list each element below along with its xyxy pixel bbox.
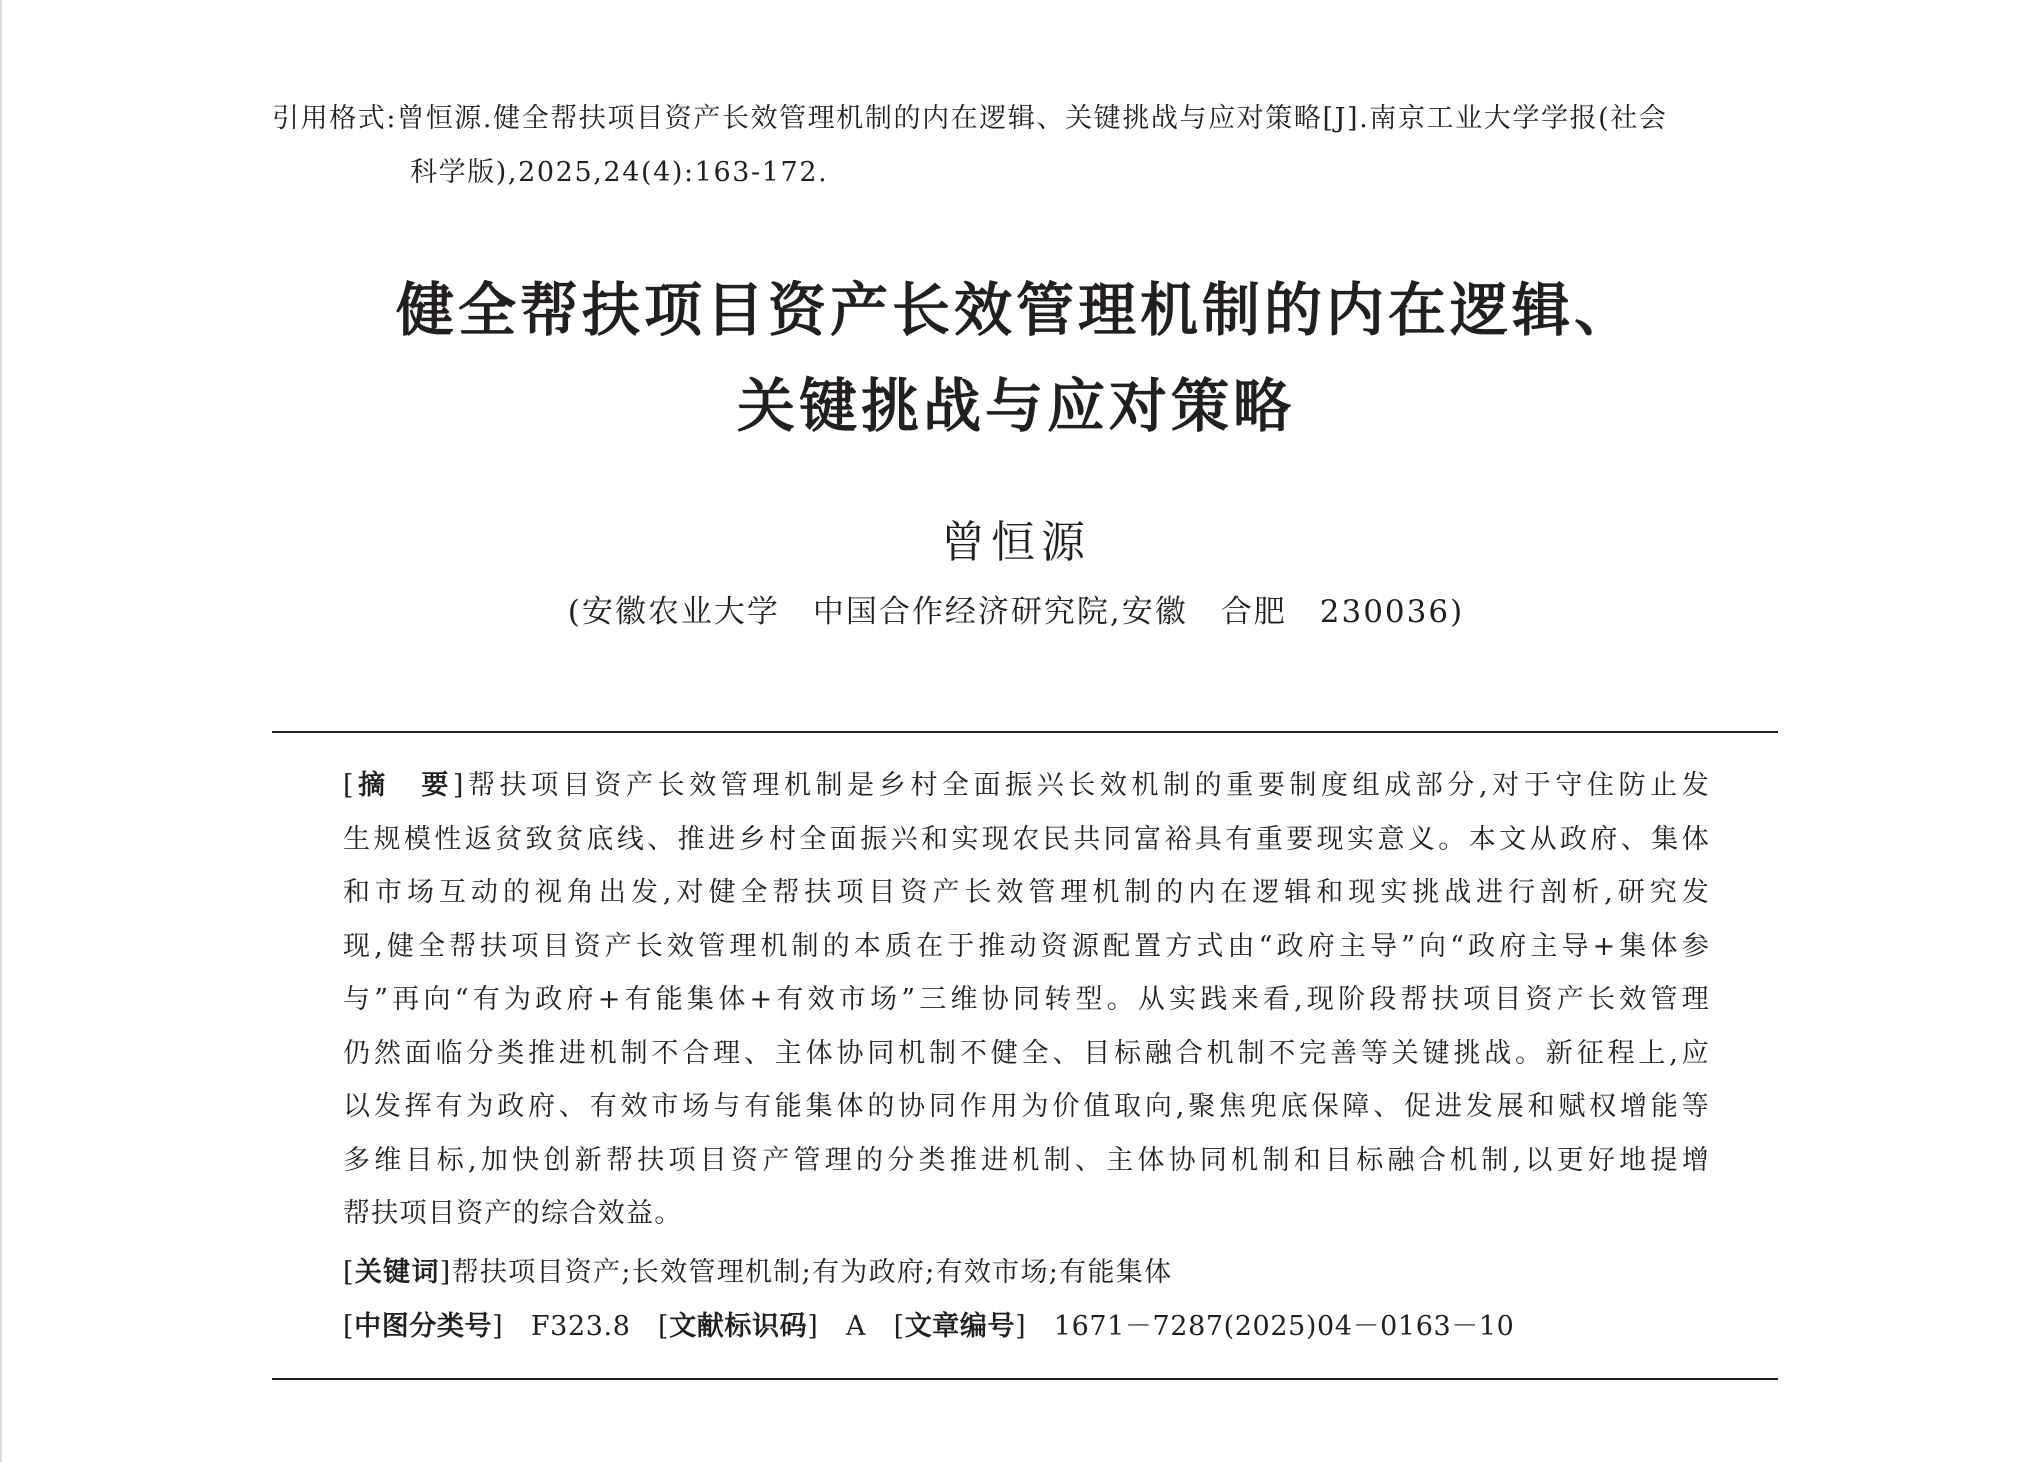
clc-close: ] xyxy=(492,1311,504,1342)
clc-label: 中图分类号 xyxy=(354,1311,493,1342)
abstract-block xyxy=(343,759,1710,1241)
abstract-line: 帮扶项目资产的综合效益。 xyxy=(343,1198,683,1229)
keywords-text: 帮扶项目资产;长效管理机制;有为政府;有效市场;有能集体 xyxy=(451,1257,1173,1288)
abstract-line: 和市场互动的视角出发,对健全帮扶项目资产长效管理机制的内在逻辑和现实挑战进行剖析,研究发 xyxy=(343,877,1710,908)
author-name: 曾恒源 xyxy=(941,517,1091,568)
abstract-text: 帮扶项目资产长效管理机制是乡村全面振兴长效机制的重要制度组成部分,对于守住防止发 xyxy=(464,770,1710,801)
classification-row xyxy=(343,1301,1763,1353)
article-no-open: [ xyxy=(893,1311,905,1342)
abstract-line: 生规模性返贫致贫底线、推进乡村全面振兴和实现农民共同富裕具有重要现实意义。本文从政府、集体 xyxy=(343,823,1710,855)
clc-value: F323.8 xyxy=(530,1311,631,1342)
abstract-label: 摘 要 xyxy=(354,770,453,801)
keywords-row xyxy=(343,1247,1710,1299)
doc-code-label: 文献标识码 xyxy=(669,1311,808,1342)
top-divider xyxy=(272,731,1778,733)
abstract-line xyxy=(343,759,1710,813)
keywords-label-open: [ xyxy=(343,1257,355,1288)
keywords-label-close: ] xyxy=(439,1257,452,1288)
abstract-label-close: ] xyxy=(452,770,465,801)
title-line-1: 健全帮扶项目资产长效管理机制的内在逻辑、 xyxy=(395,276,1636,344)
abstract-line: 多维目标,加快创新帮扶项目资产管理的分类推进机制、主体协同机制和目标融合机制,以更好地提增 xyxy=(343,1144,1710,1176)
keywords-label: 关键词 xyxy=(354,1257,440,1288)
article-no-label: 文章编号 xyxy=(904,1311,1016,1342)
bottom-divider xyxy=(272,1378,1778,1380)
article-no-value: 1671－7287(2025)04－0163－10 xyxy=(1053,1311,1515,1342)
title-line-2: 关键挑战与应对策略 xyxy=(736,372,1295,440)
abstract-line: 现,健全帮扶项目资产长效管理机制的本质在于推动资源配置方式由“政府主导”向“政府主导+集体参 xyxy=(343,930,1710,962)
abstract-line: 仍然面临分类推进机制不合理、主体协同机制不健全、目标融合机制不完善等关键挑战。新征程上,应 xyxy=(343,1037,1710,1069)
citation-line-2: 科学版),2025,24(4):163-172. xyxy=(410,157,829,188)
abstract-line: 以发挥有为政府、有效市场与有能集体的协同作用为价值取向,聚焦兜底保障、促进发展和赋权增能等 xyxy=(343,1091,1710,1122)
author-affiliation: (安徽农业大学 中国合作经济研究院,安徽 合肥 230036) xyxy=(567,594,1465,630)
doc-code-value: A xyxy=(845,1311,866,1342)
citation-block xyxy=(272,92,1792,200)
abstract-line: 与”再向“有为政府+有能集体+有效市场”三维协同转型。从实践来看,现阶段帮扶项目资产长效管理 xyxy=(343,984,1710,1015)
doc-code-close: ] xyxy=(807,1311,819,1342)
clc-open: [ xyxy=(343,1311,355,1342)
paper-title xyxy=(0,262,2032,454)
citation-line-1: 引用格式:曾恒源.健全帮扶项目资产长效管理机制的内在逻辑、关键挑战与应对策略[J].南京工业大学学报(社会 xyxy=(272,103,1668,134)
article-no-close: ] xyxy=(1015,1311,1027,1342)
page-edge xyxy=(0,0,2,1462)
doc-code-open: [ xyxy=(658,1311,670,1342)
abstract-label-open: [ xyxy=(343,770,355,801)
